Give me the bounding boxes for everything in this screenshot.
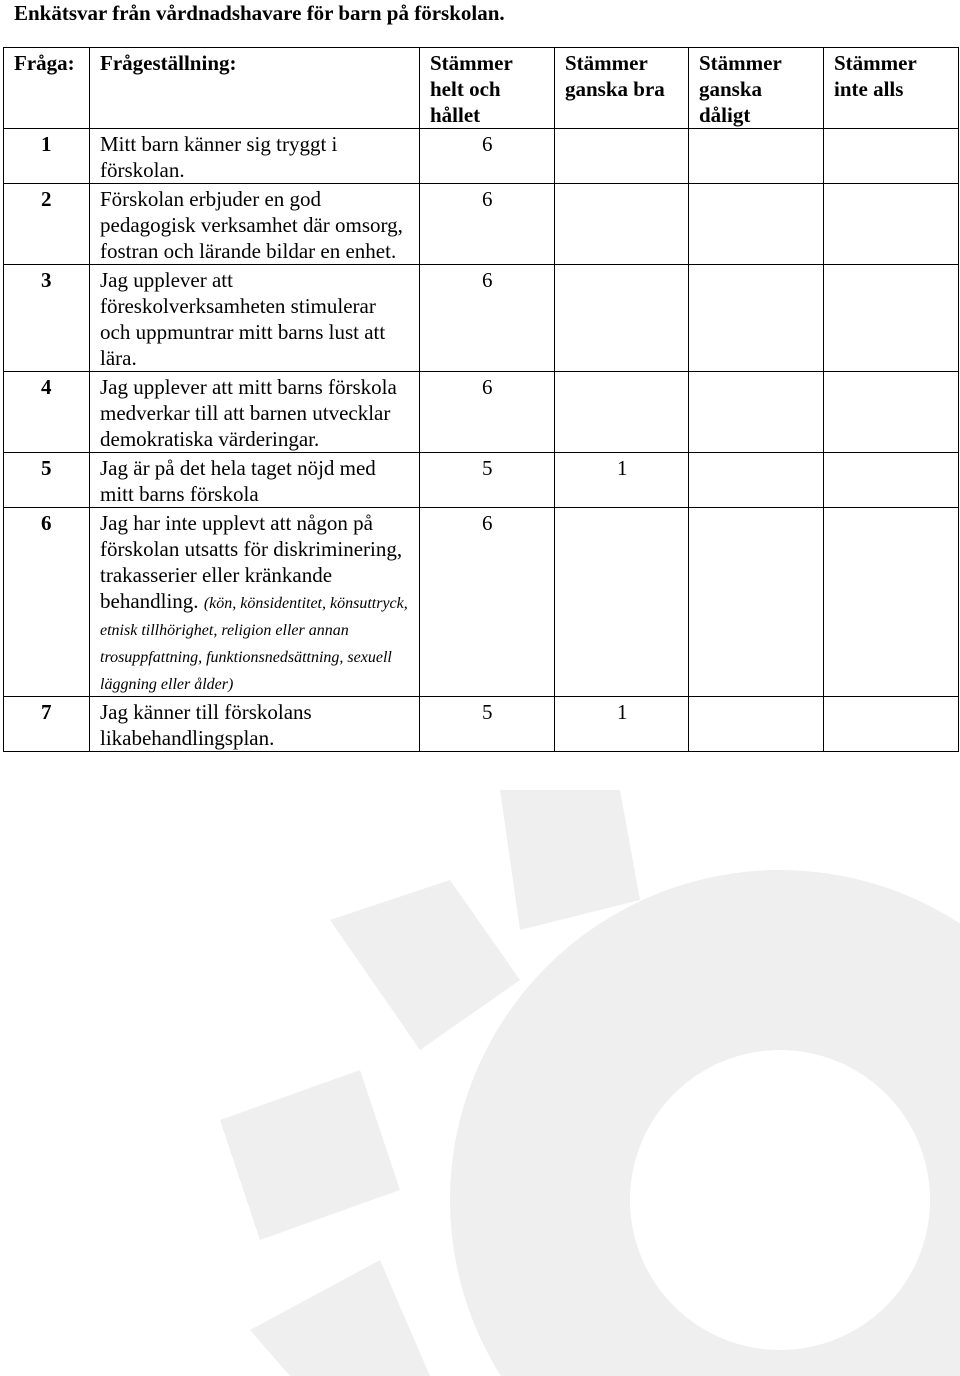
row-c2 — [555, 372, 689, 453]
header-col1: Stämmer helt och hållet — [420, 48, 555, 129]
row-c1: 6 — [420, 372, 555, 453]
row-num: 7 — [4, 697, 90, 752]
row-c3 — [689, 129, 824, 184]
table-row — [4, 697, 959, 752]
survey-table — [3, 47, 959, 752]
row-c4 — [824, 697, 959, 752]
row-c1: 5 — [420, 697, 555, 752]
row-c1: 6 — [420, 508, 555, 697]
table-row — [4, 265, 959, 372]
table-row — [4, 372, 959, 453]
row-c3 — [689, 184, 824, 265]
row-c3 — [689, 508, 824, 697]
row-num: 1 — [4, 129, 90, 184]
table-row — [4, 453, 959, 508]
row-question: Förskolan erbjuder en god pedagogisk verksamhet där omsorg, fostran och lärande bildar en enhet. — [90, 184, 420, 265]
row-c1: 6 — [420, 184, 555, 265]
row-question: Jag upplever att föreskolverksamheten stimulerar och uppmuntrar mitt barns lust att lära. — [90, 265, 420, 372]
row-c1: 6 — [420, 129, 555, 184]
row-c2 — [555, 129, 689, 184]
row-c2: 1 — [555, 453, 689, 508]
row-c4 — [824, 129, 959, 184]
row-num: 3 — [4, 265, 90, 372]
header-question: Frågeställning: — [90, 48, 420, 129]
row-c4 — [824, 184, 959, 265]
row-question: Jag upplever att mitt barns förskola medverkar till att barnen utvecklar demokratiska värderingar. — [90, 372, 420, 453]
row-c1: 5 — [420, 453, 555, 508]
row-c2 — [555, 265, 689, 372]
row-c2 — [555, 508, 689, 697]
row-c4 — [824, 508, 959, 697]
header-col3: Stämmer ganska dåligt — [689, 48, 824, 129]
row-note: (kön, könsidentitet, könsuttryck, etnisk tillhörighet, religion eller annan trosuppfattning, funktionsnedsättning, sexuell läggning eller ålder) — [100, 595, 408, 693]
row-c1: 6 — [420, 265, 555, 372]
table-header-row — [4, 48, 959, 129]
row-c4 — [824, 372, 959, 453]
header-col4: Stämmer inte alls — [824, 48, 959, 129]
page-title: Enkätsvar från vårdnadshavare för barn på förskolan. — [14, 1, 505, 25]
row-question: Jag känner till förskolans likabehandlingsplan. — [90, 697, 420, 752]
row-c4 — [824, 453, 959, 508]
row-c3 — [689, 372, 824, 453]
row-question: Jag har inte upplevt att någon på förskolan utsatts för diskriminering, trakasserier eller kränkande behandling. — [100, 511, 403, 613]
row-num: 2 — [4, 184, 90, 265]
row-c3 — [689, 265, 824, 372]
row-num: 5 — [4, 453, 90, 508]
row-c2: 1 — [555, 697, 689, 752]
header-num: Fråga: — [4, 48, 90, 129]
row-num: 4 — [4, 372, 90, 453]
row-question-cell — [90, 508, 420, 697]
row-question: Jag är på det hela taget nöjd med mitt barns förskola — [90, 453, 420, 508]
row-question: Mitt barn känner sig tryggt i förskolan. — [90, 129, 420, 184]
table-row — [4, 129, 959, 184]
table-row — [4, 508, 959, 697]
row-num: 6 — [4, 508, 90, 697]
row-c4 — [824, 265, 959, 372]
row-c3 — [689, 453, 824, 508]
row-c2 — [555, 184, 689, 265]
table-row — [4, 184, 959, 265]
header-col2: Stämmer ganska bra — [555, 48, 689, 129]
row-c3 — [689, 697, 824, 752]
